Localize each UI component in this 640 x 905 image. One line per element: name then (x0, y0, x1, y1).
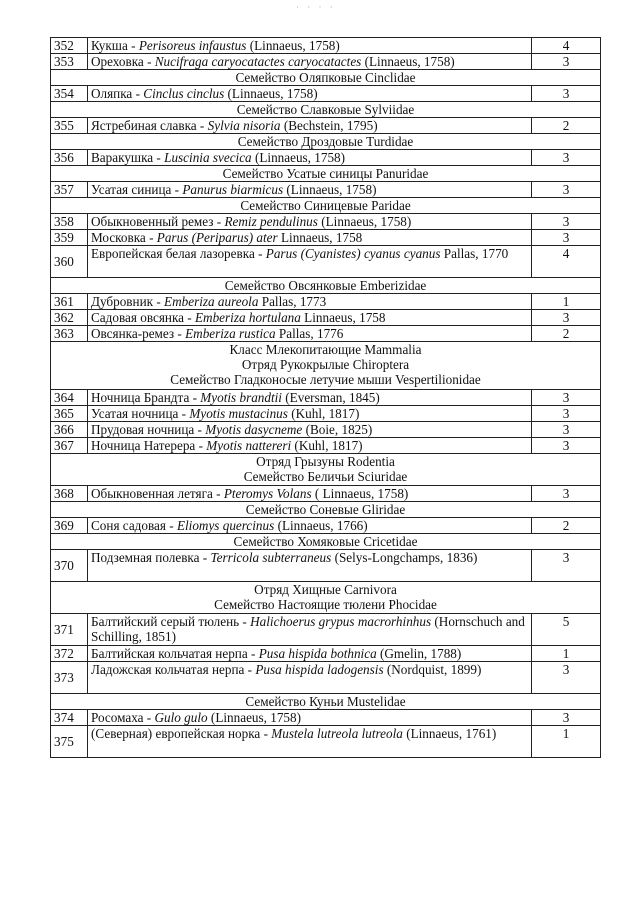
latin-name: Pusa hispida bothnica (258, 646, 377, 661)
taxon-heading: Семейство Славковые Sylviidae (236, 102, 415, 117)
latin-name: Remiz pendulinus (224, 214, 318, 229)
species-name-cell (88, 86, 532, 102)
common-name: Соня садовая - (91, 518, 177, 533)
species-name-cell (88, 246, 532, 278)
author-citation: (Linnaeus, 1761) (402, 726, 497, 741)
species-number: 358 (51, 214, 88, 230)
section-header-row (51, 70, 601, 86)
species-row (51, 182, 601, 198)
status-category: 3 (532, 214, 601, 230)
latin-name: Perisoreus infaustus (138, 38, 247, 53)
species-number: 359 (51, 230, 88, 246)
species-name-cell (88, 486, 532, 502)
species-row (51, 662, 601, 694)
species-table-body (51, 38, 601, 758)
species-name-cell (88, 710, 532, 726)
section-header-row (51, 454, 601, 486)
latin-name: Halichoerus grypus macrorhinhus (250, 614, 432, 629)
status-category: 2 (532, 518, 601, 534)
section-header (51, 534, 601, 550)
author-citation: Pallas, 1773 (258, 294, 327, 309)
common-name: Подземная полевка - (91, 550, 211, 565)
section-header-row (51, 694, 601, 710)
species-name-cell (88, 614, 532, 646)
section-header (51, 166, 601, 182)
species-row (51, 310, 601, 326)
taxon-heading: Семейство Хомяковые Cricetidae (233, 534, 418, 549)
species-number: 367 (51, 438, 88, 454)
author-citation: (Boie, 1825) (302, 422, 373, 437)
taxon-heading: Семейство Куньи Mustelidae (245, 694, 406, 709)
common-name: Оляпка - (91, 86, 144, 101)
section-header (51, 342, 601, 390)
section-header-row (51, 582, 601, 614)
section-header-row (51, 134, 601, 150)
latin-name: Gulo gulo (154, 710, 208, 725)
species-number: 352 (51, 38, 88, 54)
latin-name: Panurus biarmicus (182, 182, 284, 197)
species-name-cell (88, 310, 532, 326)
status-category: 3 (532, 182, 601, 198)
section-header (51, 70, 601, 86)
species-number: 354 (51, 86, 88, 102)
status-category: 3 (532, 310, 601, 326)
common-name: Ночница Брандта - (91, 390, 201, 405)
species-row (51, 710, 601, 726)
section-header (51, 198, 601, 214)
status-category: 3 (532, 54, 601, 70)
status-category: 3 (532, 406, 601, 422)
latin-name: Myotis dasycneme (205, 422, 303, 437)
species-number: 366 (51, 422, 88, 438)
species-number: 357 (51, 182, 88, 198)
species-row (51, 518, 601, 534)
author-citation: (Linnaeus, 1758) (207, 710, 302, 725)
section-header-row (51, 502, 601, 518)
author-citation: (Gmelin, 1788) (376, 646, 462, 661)
author-citation: (Selys-Longchamps, 1836) (331, 550, 478, 565)
species-row (51, 422, 601, 438)
species-row (51, 614, 601, 646)
taxon-heading: Класс Млекопитающие Mammalia (229, 342, 422, 357)
author-citation: Linnaeus, 1758 (300, 310, 386, 325)
common-name: Ореховка - (91, 54, 155, 69)
species-name-cell (88, 422, 532, 438)
latin-name: Myotis nattereri (206, 438, 292, 453)
taxon-heading: Семейство Оляпковые Cinclidae (235, 70, 416, 85)
species-number: 363 (51, 326, 88, 342)
common-name: Ладожская кольчатая нерпа - (91, 662, 256, 677)
latin-name: Myotis mustacinus (189, 406, 288, 421)
species-number: 369 (51, 518, 88, 534)
common-name: Варакушка - (91, 150, 165, 165)
status-category: 2 (532, 326, 601, 342)
species-name-cell (88, 294, 532, 310)
author-citation: (Nordquist, 1899) (383, 662, 482, 677)
species-name-cell (88, 182, 532, 198)
author-citation: (Linnaeus, 1758) (224, 86, 318, 101)
species-row (51, 390, 601, 406)
author-citation: (Bechstein, 1795) (280, 118, 378, 133)
status-category: 3 (532, 662, 601, 694)
species-row (51, 486, 601, 502)
species-name-cell (88, 662, 532, 694)
status-category: 4 (532, 38, 601, 54)
status-category: 3 (532, 390, 601, 406)
common-name: Усатая ночница - (91, 406, 190, 421)
taxon-heading: Семейство Овсянковые Emberizidae (224, 278, 427, 293)
common-name: Ястребиная славка - (91, 118, 208, 133)
status-category: 3 (532, 550, 601, 582)
species-number: 365 (51, 406, 88, 422)
species-name-cell (88, 646, 532, 662)
latin-name: Nucifraga caryocatactes caryocatactes (154, 54, 362, 69)
species-name-cell (88, 150, 532, 166)
latin-name: Eliomys quercinus (176, 518, 275, 533)
species-name-cell (88, 518, 532, 534)
species-number: 355 (51, 118, 88, 134)
author-citation: (Linnaeus, 1766) (274, 518, 368, 533)
section-header (51, 134, 601, 150)
species-row (51, 726, 601, 758)
author-citation: ( Linnaeus, 1758) (311, 486, 409, 501)
latin-name: Luscinia svecica (164, 150, 252, 165)
common-name: Кукша - (91, 38, 139, 53)
common-name: Ночница Натерера - (91, 438, 207, 453)
status-category: 3 (532, 710, 601, 726)
species-number: 372 (51, 646, 88, 662)
status-category: 3 (532, 486, 601, 502)
taxon-heading: Семейство Настоящие тюлени Phocidae (214, 597, 437, 612)
species-row (51, 230, 601, 246)
author-citation: (Hornschuch and Schilling, 1851) (91, 614, 525, 644)
species-row (51, 118, 601, 134)
common-name: Росомаха - (91, 710, 155, 725)
common-name: Московка - (91, 230, 157, 245)
latin-name: Parus (Periparus) ater (156, 230, 278, 245)
section-header-row (51, 198, 601, 214)
author-citation: (Linnaeus, 1758) (246, 38, 340, 53)
common-name: (Северная) европейская норка - (91, 726, 272, 741)
common-name: Прудовая ночница - (91, 422, 206, 437)
author-citation: (Eversman, 1845) (281, 390, 380, 405)
latin-name: Pusa hispida ladogensis (255, 662, 384, 677)
latin-name: Parus (Cyanistes) cyanus cyanus (265, 246, 441, 261)
species-row (51, 38, 601, 54)
species-number: 371 (51, 614, 88, 646)
author-citation: Pallas, 1770 (440, 246, 509, 261)
latin-name: Emberiza hortulana (195, 310, 301, 325)
section-header (51, 694, 601, 710)
species-row (51, 550, 601, 582)
species-number: 362 (51, 310, 88, 326)
species-row (51, 86, 601, 102)
species-number: 375 (51, 726, 88, 758)
species-number: 374 (51, 710, 88, 726)
section-header-row (51, 534, 601, 550)
taxon-heading: Семейство Гладконосые летучие мыши Vespertilionidae (170, 372, 481, 387)
author-citation: (Linnaeus, 1758) (317, 214, 412, 229)
section-header-row (51, 278, 601, 294)
species-number: 360 (51, 246, 88, 278)
species-row (51, 326, 601, 342)
taxon-heading: Отряд Хищные Carnivora (254, 582, 397, 597)
common-name: Обыкновенная летяга - (91, 486, 224, 501)
taxon-heading: Семейство Синицевые Paridae (240, 198, 411, 213)
author-citation: (Kuhl, 1817) (287, 406, 360, 421)
section-header-row (51, 166, 601, 182)
species-name-cell (88, 118, 532, 134)
species-number: 353 (51, 54, 88, 70)
species-row (51, 150, 601, 166)
species-row (51, 54, 601, 70)
status-category: 1 (532, 726, 601, 758)
species-name-cell (88, 214, 532, 230)
author-citation: (Linnaeus, 1758) (283, 182, 377, 197)
status-category: 4 (532, 246, 601, 278)
species-number: 356 (51, 150, 88, 166)
common-name: Дубровник - (91, 294, 165, 309)
author-citation: (Kuhl, 1817) (291, 438, 363, 453)
common-name: Европейская белая лазоревка - (91, 246, 266, 261)
species-row (51, 438, 601, 454)
species-name-cell (88, 54, 532, 70)
author-citation: (Linnaeus, 1758) (251, 150, 346, 165)
section-header (51, 454, 601, 486)
author-citation: (Linnaeus, 1758) (361, 54, 455, 69)
species-number: 361 (51, 294, 88, 310)
species-name-cell (88, 438, 532, 454)
species-row (51, 406, 601, 422)
author-citation: Pallas, 1776 (275, 326, 344, 341)
latin-name: Emberiza aureola (164, 294, 259, 309)
latin-name: Emberiza rustica (185, 326, 276, 341)
status-category: 5 (532, 614, 601, 646)
author-citation: Linnaeus, 1758 (277, 230, 363, 245)
common-name: Садовая овсянка - (91, 310, 195, 325)
taxon-heading: Отряд Рукокрылые Chiroptera (241, 357, 410, 372)
species-number: 373 (51, 662, 88, 694)
common-name: Усатая синица - (91, 182, 183, 197)
common-name: Овсянка-ремез - (91, 326, 186, 341)
latin-name: Myotis brandtii (200, 390, 282, 405)
species-name-cell (88, 230, 532, 246)
species-name-cell (88, 390, 532, 406)
species-number: 368 (51, 486, 88, 502)
section-header (51, 102, 601, 118)
latin-name: Mustela lutreola lutreola (271, 726, 403, 741)
taxon-heading: Семейство Дроздовые Turdidae (237, 134, 414, 149)
status-category: 3 (532, 422, 601, 438)
status-category: 3 (532, 438, 601, 454)
species-row (51, 294, 601, 310)
common-name: Балтийская кольчатая нерпа - (91, 646, 259, 661)
section-header-row (51, 342, 601, 390)
status-category: 2 (532, 118, 601, 134)
latin-name: Terricola subterraneus (210, 550, 332, 565)
page-top-marker: · · · · (296, 2, 336, 12)
common-name: Обыкновенный ремез - (91, 214, 225, 229)
species-table (50, 37, 601, 758)
species-row (51, 646, 601, 662)
latin-name: Pteromys Volans (223, 486, 312, 501)
taxon-heading: Семейство Усатые синицы Panuridae (222, 166, 429, 181)
species-name-cell (88, 550, 532, 582)
status-category: 1 (532, 294, 601, 310)
section-header-row (51, 102, 601, 118)
status-category: 3 (532, 150, 601, 166)
section-header (51, 582, 601, 614)
status-category: 3 (532, 86, 601, 102)
species-name-cell (88, 326, 532, 342)
status-category: 3 (532, 230, 601, 246)
latin-name: Sylvia nisoria (207, 118, 281, 133)
section-header (51, 278, 601, 294)
species-name-cell (88, 726, 532, 758)
species-number: 364 (51, 390, 88, 406)
taxon-heading: Семейство Соневые Gliridae (245, 502, 406, 517)
taxon-heading: Семейство Беличьи Sciuridae (243, 469, 408, 484)
species-name-cell (88, 38, 532, 54)
common-name: Балтийский серый тюлень - (91, 614, 251, 629)
species-row (51, 246, 601, 278)
status-category: 1 (532, 646, 601, 662)
section-header (51, 502, 601, 518)
latin-name: Cinclus cinclus (143, 86, 225, 101)
species-name-cell (88, 406, 532, 422)
species-number: 370 (51, 550, 88, 582)
species-row (51, 214, 601, 230)
taxon-heading: Отряд Грызуны Rodentia (256, 454, 395, 469)
